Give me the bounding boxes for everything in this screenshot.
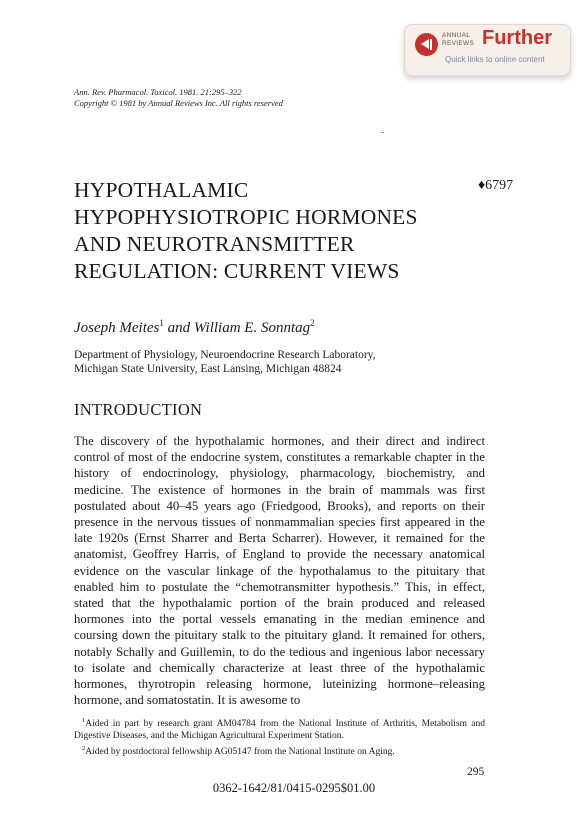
footnote-text: Aided by postdoctoral fellowship AG05147 from the National Institute on Aging. <box>85 747 395 758</box>
author-name: William E. Sonntag <box>193 320 311 336</box>
footnote <box>74 715 485 742</box>
article-code: ♦6797 <box>478 178 514 193</box>
journal-citation: Ann. Rev. Pharmacol. Toxicol. 1981. 21:295–322 <box>74 87 242 97</box>
footnote-mark: 2 <box>82 745 86 753</box>
author-name: Joseph Meites <box>74 320 160 336</box>
section-heading: INTRODUCTION <box>74 400 203 419</box>
journal-header <box>74 87 283 108</box>
title-line: HYPOTHALAMIC <box>74 178 249 202</box>
body-paragraph: The discovery of the hypothalamic hormones, and their direct and indirect control of most of the endocrine system, constitutes a remarkable chapter in the history of endocrinology, physiology, pharmacology, biochemistry, and medicine. The existence of hormones in the brain of mammals was first postulated about 40–45 years ago (Friedgood, Brooks), and reports on their presence in the nervous tissues of nonmammalian species first appeared in the late 1920s (Ernst Sharrer and Berta Scharrer). However, it remained for the anatomist, Geoffrey Harris, of England to provide the necessary anatomical evidence on the vascular linkage of the hypothalamus to the pituitary that enabled him to postulate the “chemotransmitter hypothesis.” This, in effect, stated that the hypothalamic portion of the brain produced and released hormones into the portal vessels emanating in the median eminence and coursing down the pituitary stalk to the pituitary gland. It remained for others, notably Schally and Guillemin, to do the tedious and ingenious labor necessary to isolate and chemically characterize at least three of the hypothalamic hormones, thyrotropin releasing hormone, luteinizing hormone–releasing hormone, and somatostatin. It is awesome to <box>74 434 485 708</box>
footnote-mark: 1 <box>82 717 86 724</box>
authors <box>74 318 315 337</box>
article-title <box>74 177 418 285</box>
footnote-text: Aided in part by research grant AM04784 from the National Institute of Arthritis, Metabolism and Digestive Diseases, and the Michigan Agricultural Experiment Station. <box>74 719 485 741</box>
annual-reviews-logo-icon <box>415 33 438 56</box>
page-number: 295 <box>467 766 485 778</box>
badge-further-label: Further <box>482 27 552 49</box>
author-conjunction: and <box>163 320 194 336</box>
footnote-mark: 1 <box>159 318 164 328</box>
badge-publisher: ANNUAL REVIEWS <box>442 32 475 47</box>
title-line: REGULATION: CURRENT VIEWS <box>74 259 400 283</box>
journal-copyright: Copyright © 1981 by Annual Reviews Inc. All rights reserved <box>74 97 283 108</box>
issn-code: 0362-1642/81/0415-0295$01.00 <box>212 781 376 795</box>
title-line: HYPOPHYSIOTROPIC HORMONES <box>74 205 418 229</box>
footnotes <box>74 715 485 760</box>
footnote-mark: 2 <box>310 318 315 328</box>
title-line: AND NEUROTRANSMITTER <box>74 232 355 256</box>
footnote <box>74 743 485 759</box>
affiliation <box>74 348 376 376</box>
badge-subtitle: Quick links to online content <box>445 55 545 64</box>
affiliation-line: Michigan State University, East Lansing, Michigan 48824 <box>74 363 342 375</box>
affiliation-line: Department of Physiology, Neuroendocrine Research Laboratory, <box>74 349 376 361</box>
scan-speck <box>381 132 384 133</box>
further-badge[interactable] <box>404 24 571 76</box>
